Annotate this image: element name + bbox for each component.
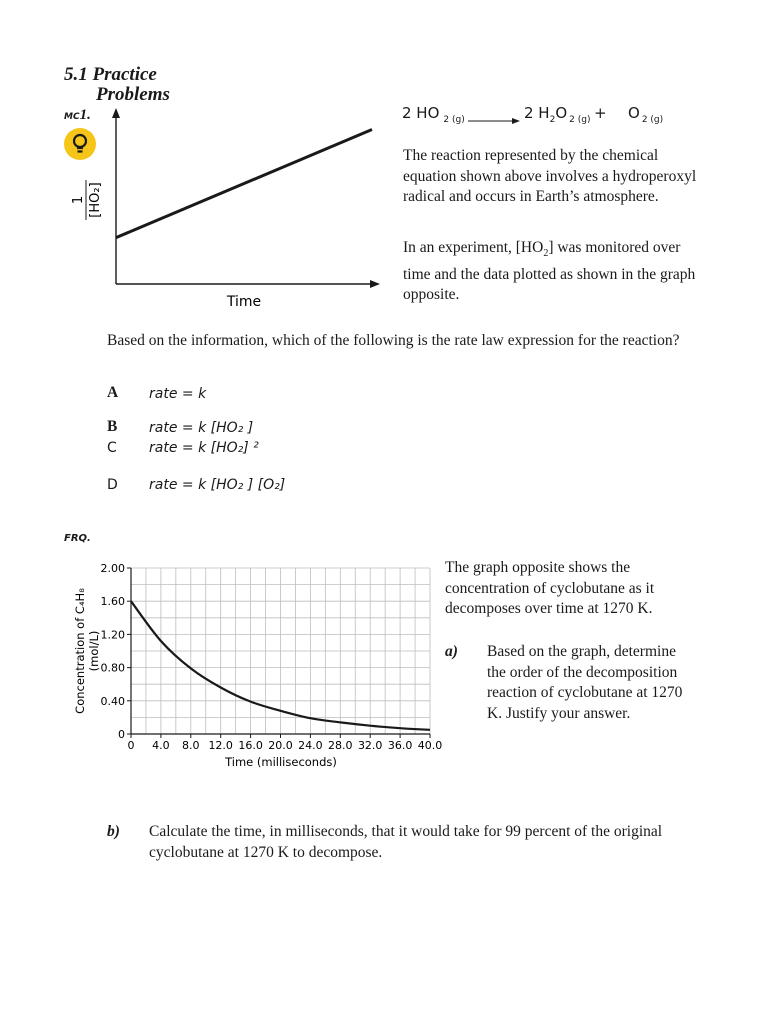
eq-reactant-formula: 2 HO [402,104,440,122]
eq-reactant-sub: 2 (g) [443,115,465,125]
option-text: rate = k [HO₂ ] [O₂] [149,477,286,493]
option-letter: A [107,384,119,401]
chart2-grid [131,568,430,734]
chart1-x-arrow [370,280,380,288]
mc1-marker-prefix: MC [64,112,80,122]
frq-marker: FRQ. [64,533,91,544]
mc1-option-c[interactable] [107,440,507,462]
chart2-y-tick-label: 2.00 [100,562,125,575]
chart2-x-tick-label: 12.0 [208,739,233,752]
chart2-y-tick-label: 1.20 [100,628,125,642]
option-text: rate = k [HO₂] ² [149,440,259,456]
eq-product-1-sub1: 2 [549,115,556,125]
option-letter: C [107,440,117,456]
chart1-y-label [71,180,103,220]
eq-product-2 [628,104,663,125]
chart2-x-tick-label: 24.0 [298,739,323,752]
chart2-x-tick-label: 16.0 [238,739,263,752]
eq-product-1 [524,104,590,125]
eq-plus: + [594,104,607,122]
mc1-paragraph-1: The reaction represented by the chemical equation shown above involves a hydroperoxyl radical and occurs in Earth’s atmosphere. [403,147,697,205]
eq-product-1-coef: 2 H [524,104,550,122]
chart1-series-line [116,129,372,237]
option-text: rate = k [HO₂ ] [149,420,254,436]
chart-inverse-concentration-vs-time [60,104,390,316]
frq-part-b-text: Calculate the time, in milliseconds, that it would take for 99 percent of the original cyclobutane at 1270 K to decompose. [149,823,663,861]
mc1-option-a[interactable] [107,384,507,406]
chart2-y-tick-label: 0.40 [100,694,125,708]
chart2-x-tick-label: 32.0 [357,739,383,752]
mc1-paragraph-2-sub: 2 [543,248,549,260]
reaction-arrow-icon [468,116,520,126]
page-title [64,64,170,106]
option-text: rate = k [149,386,207,402]
chart2-y-label [73,588,101,714]
chart2-y-label-line1: Concentration of C₄H₈ [73,588,87,714]
mc1-paragraph-2-end: ] was monitored over time and the data plotted as shown in the graph opposite. [403,239,696,304]
chart1-y-arrow [112,108,120,118]
chemical-equation [402,104,702,132]
eq-product-1-sub2: 2 (g) [569,115,591,125]
chart2-y-tick-label: 0.80 [100,661,125,675]
title-line-1: 5.1 Practice [64,64,157,85]
frq-part-a-label: a) [445,643,458,660]
eq-reactant [402,104,465,125]
chart2-y-tick-label: 0 [118,728,125,741]
frq-intro: The graph opposite shows the concentration of cyclobutane as it decomposes over time at 1270 K. [445,559,655,617]
chart2-x-tick-label: 40.0 [417,739,443,752]
option-letter: D [107,477,118,493]
mc1-question: Based on the information, which of the following is the rate law expression for the reaction? [107,332,680,349]
chart2-x-tick-label: 28.0 [328,739,353,752]
chart1-x-label: Time [226,294,262,310]
option-letter: B [107,418,118,435]
mc1-marker-number: 1. [79,107,91,123]
mc1-option-d[interactable] [107,477,507,499]
title-line-2: Problems [96,84,170,105]
eq-product-1-o: O [555,104,568,122]
eq-product-2-sub: 2 (g) [641,115,664,125]
mc1-option-b[interactable] [107,418,507,440]
chart2-x-tick-label: 36.0 [387,739,413,752]
frq-part-b-label: b) [107,823,120,840]
chart2-x-tick-label: 20.0 [268,739,293,752]
chart2-ticks [101,562,443,752]
mc1-paragraph-2 [403,238,703,306]
chart1-y-label-numerator: 1 [71,195,86,205]
frq-part-a-text: Based on the graph, determine the order of the decomposition reaction of cyclobutane at 1270 K. Justify your answer. [487,643,683,722]
eq-product-2-formula: O [628,104,640,122]
mc1-paragraph-2-start: In an experiment, [HO [403,239,544,256]
chart2-x-tick-label: 8.0 [182,739,200,752]
chart2-x-tick-label: 0 [127,739,135,752]
chart-cyclobutane-concentration [66,556,446,774]
chart1-y-label-denominator: [HO₂] [88,182,103,218]
chart2-x-tick-label: 4.0 [152,739,170,752]
chart2-x-label: Time (milliseconds) [225,755,337,769]
chart2-y-tick-label: 1.60 [100,595,125,609]
chart2-y-label-line2: (mol/L) [87,630,101,672]
